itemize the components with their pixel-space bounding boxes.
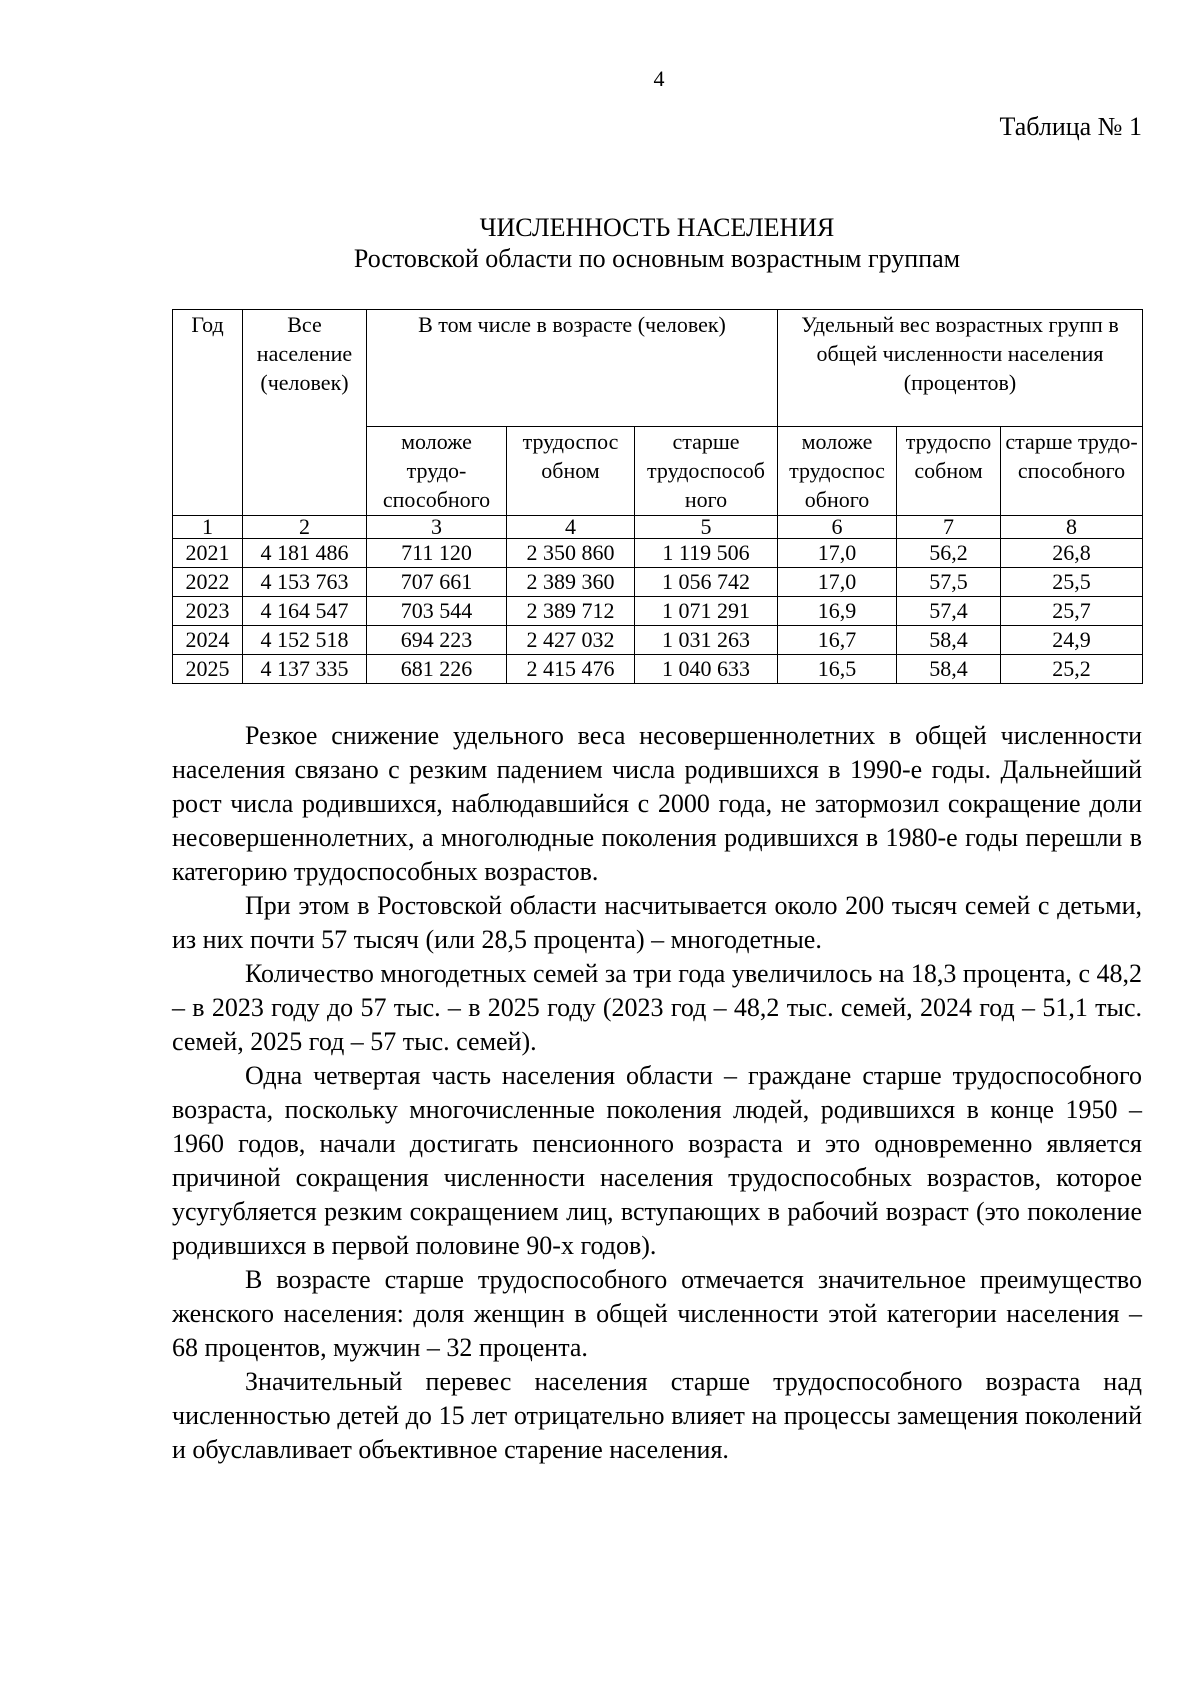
column-number: 1: [173, 516, 243, 539]
table-cell: 2025: [173, 655, 243, 684]
column-number: 6: [778, 516, 897, 539]
paragraph: Количество многодетных семей за три года увеличилось на 18,3 процента, с 48,2 – в 2023 году до 57 тыс. – в 2025 году (2023 год – 48,2 тыс. семей, 2024 год – 51,1 тыс. семей, 2025 год – 57 тыс. семей).: [172, 959, 1142, 1056]
paragraph: Значительный перевес населения старше трудоспособного возраста над численностью детей до 15 лет отрицательно влияет на процессы замещения поколений и обуславливает объективное старение населения.: [172, 1367, 1142, 1464]
table-row: [173, 539, 1143, 568]
table-cell: 2 350 860: [507, 539, 635, 568]
table-cell: 707 661: [367, 568, 507, 597]
column-number: 7: [897, 516, 1001, 539]
table-cell: 4 153 763: [243, 568, 367, 597]
table-cell: 25,5: [1001, 568, 1143, 597]
table-cell: 1 056 742: [635, 568, 778, 597]
column-number: 8: [1001, 516, 1143, 539]
column-number: 2: [243, 516, 367, 539]
table-row: [173, 626, 1143, 655]
table-cell: 2 389 712: [507, 597, 635, 626]
column-number: 3: [367, 516, 507, 539]
table-cell: 25,2: [1001, 655, 1143, 684]
table-cell: 26,8: [1001, 539, 1143, 568]
table-cell: 17,0: [778, 568, 897, 597]
table-cell: 1 119 506: [635, 539, 778, 568]
table-cell: 16,7: [778, 626, 897, 655]
table-cell: 2 427 032: [507, 626, 635, 655]
column-number: 5: [635, 516, 778, 539]
table-row: [173, 568, 1143, 597]
page-number: 4: [653, 66, 665, 91]
table-cell: 1 040 633: [635, 655, 778, 684]
table-cell: 16,9: [778, 597, 897, 626]
header-group-abs: В том числе в возрасте (человек): [367, 310, 778, 427]
table-cell: 24,9: [1001, 626, 1143, 655]
population-table: [172, 309, 1143, 684]
table-cell: 2022: [173, 568, 243, 597]
table-cell: 58,4: [897, 655, 1001, 684]
header-year: Год: [173, 310, 243, 516]
table-cell: 4 137 335: [243, 655, 367, 684]
subheader-old-abs: старше трудоспособ ного: [635, 427, 778, 516]
table-cell: 703 544: [367, 597, 507, 626]
table-cell: 2 415 476: [507, 655, 635, 684]
subheader-young-pct: моложе трудоспос обного: [778, 427, 897, 516]
paragraph: Одна четвертая часть населения области – граждане старше трудоспособного возраста, поскольку многочисленные поколения людей, родившихся в конце 1950 – 1960 годов, начали достигать пенсионного возраста и это одновременно является причиной сокращения численности населения трудоспособных возрастов, которое усугубляется резким сокращением лиц, вступающих в рабочий возраст (это поколение родившихся в первой половине 90-х годов).: [172, 1061, 1142, 1260]
table-cell: 57,5: [897, 568, 1001, 597]
table-cell: 17,0: [778, 539, 897, 568]
table-title: [172, 212, 1142, 274]
subheader-working-abs: трудоспос обном: [507, 427, 635, 516]
table-cell: 2023: [173, 597, 243, 626]
table-label: Таблица № 1: [999, 112, 1142, 141]
table-cell: 681 226: [367, 655, 507, 684]
table-cell: 2 389 360: [507, 568, 635, 597]
table-cell: 2024: [173, 626, 243, 655]
header-group-pct: Удельный вес возрастных групп в общей численности населения (процентов): [778, 310, 1143, 427]
table-cell: 57,4: [897, 597, 1001, 626]
paragraph: При этом в Ростовской области насчитывается около 200 тысяч семей с детьми, из них почти 57 тысяч (или 28,5 процента) – многодетные.: [172, 891, 1142, 954]
table-cell: 4 164 547: [243, 597, 367, 626]
table-cell: 711 120: [367, 539, 507, 568]
table-cell: 694 223: [367, 626, 507, 655]
table-cell: 4 181 486: [243, 539, 367, 568]
paragraph: Резкое снижение удельного веса несовершеннолетних в общей численности населения связано с резким падением числа родившихся в 1990-е годы. Дальнейший рост числа родившихся, наблюдавшийся с 2000 года, не затормозил сокращение доли несовершеннолетних, а многолюдные поколения родившихся в 1980-е годы перешли в категорию трудоспособных возрастов.: [172, 721, 1142, 886]
table-cell: 56,2: [897, 539, 1001, 568]
title-line-2: Ростовской области по основным возрастным группам: [353, 244, 961, 273]
table-row: [173, 655, 1143, 684]
subheader-working-pct: трудоспо собном: [897, 427, 1001, 516]
table-cell: 2021: [173, 539, 243, 568]
header-total: Все население (человек): [243, 310, 367, 516]
table-cell: 58,4: [897, 626, 1001, 655]
table-cell: 16,5: [778, 655, 897, 684]
column-number: 4: [507, 516, 635, 539]
body-text: [172, 719, 1142, 1467]
column-number-row: [173, 516, 1143, 539]
table-cell: 1 071 291: [635, 597, 778, 626]
paragraph: В возрасте старше трудоспособного отмечается значительное преимущество женского населения: доля женщин в общей численности этой категории населения – 68 процентов, мужчин – 32 процента.: [172, 1265, 1142, 1362]
title-line-1: ЧИСЛЕННОСТЬ НАСЕЛЕНИЯ: [479, 213, 835, 242]
table-cell: 1 031 263: [635, 626, 778, 655]
table-cell: 25,7: [1001, 597, 1143, 626]
subheader-young-abs: моложе трудо-способного: [367, 427, 507, 516]
table-cell: 4 152 518: [243, 626, 367, 655]
table-row: [173, 597, 1143, 626]
subheader-old-pct: старше трудо-способного: [1001, 427, 1143, 516]
